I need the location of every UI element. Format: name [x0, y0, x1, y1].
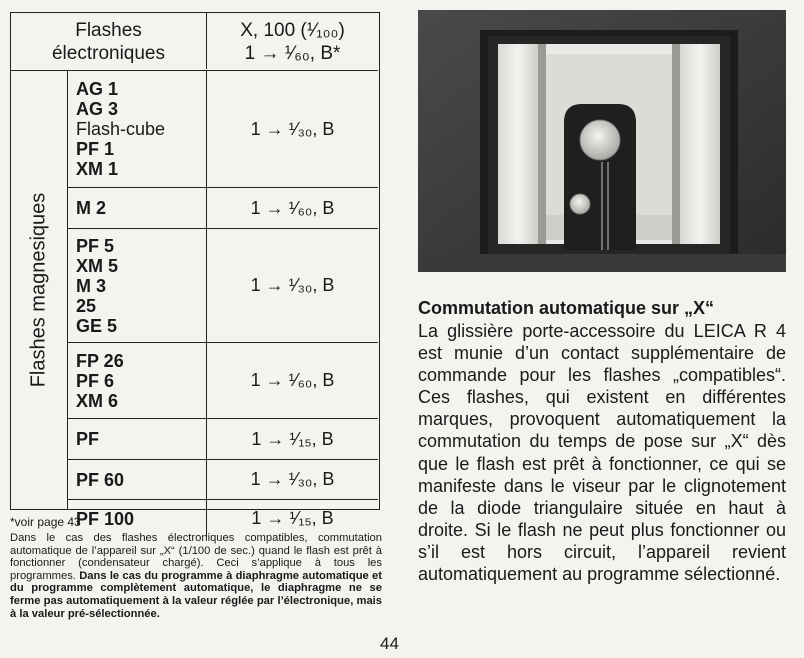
flash-model: M 3	[76, 275, 107, 296]
flash-model: PF 60	[76, 469, 125, 490]
footnote-text-normal: Dans le cas des flashes électroniques compatibles, commutation automatique de l’appareil sur „X“ (1/100 de sec.) quand le flash est prêt à fonctionner (condensateur chargé). Ceci s’applique à tous les programmes.	[10, 532, 382, 582]
side-label-cell	[11, 71, 68, 509]
flash-models-cell	[68, 71, 207, 187]
flash-model: Flash-cube	[76, 119, 166, 139]
shutter-speed-cell: 1 → ¹⁄₁₅, B	[251, 428, 334, 449]
shutter-speed-cell: 1 → ¹⁄₆₀, B	[250, 370, 335, 390]
header-col1-line2: électroniques	[51, 43, 166, 64]
flash-model: FP 26	[76, 350, 124, 371]
hot-shoe-illustration	[418, 10, 786, 272]
flash-models-cell	[68, 460, 207, 499]
flash-model: PF	[76, 429, 100, 449]
table-row	[68, 343, 378, 419]
shutter-speed-cell: 1 → ¹⁄₃₀, B	[250, 469, 335, 489]
flash-model: PF 1	[76, 139, 115, 159]
flash-models-cell	[68, 419, 207, 459]
table-header	[11, 13, 378, 71]
header-speed	[207, 13, 378, 69]
section-body: La glissière porte-accessoire du LEICA R 4 est munie d’un contact supplémentaire de commande pour les flashes „compatibles“. Ces flashes, qui existent en différentes marques, provoquent automatiquement la commutation du temps de pose sur „X“ dès que le flash est prêt à fonctionner, ce qui se manifeste dans le viseur par le clignotement de la diode triangulaire située en haut à droite. Si le flash ne peut plus fonctionner ou s’il est hors circuit, l’appareil revient automatiquement au programme sélectionné.	[418, 321, 786, 585]
page-number: 44	[380, 634, 399, 653]
side-label-magnesium-flashes: Flashes magnesiques	[27, 192, 50, 388]
flash-model: XM 1	[76, 159, 119, 179]
flash-model: PF 100	[76, 508, 135, 529]
flash-model: XM 5	[76, 255, 119, 276]
footnote-text	[10, 532, 382, 620]
shutter-speed-cell: 1 → ¹⁄₃₀, B	[250, 118, 335, 139]
shutter-speed-cell: 1 → ¹⁄₃₀, B	[250, 275, 335, 295]
section-title: Commutation automatique sur „X“	[418, 298, 715, 318]
flash-models-cell	[68, 343, 207, 418]
flash-model: XM 6	[76, 390, 119, 411]
shutter-speed-cell: 1 → ¹⁄₆₀, B	[250, 197, 335, 218]
table-body	[68, 71, 378, 529]
table-row	[68, 229, 378, 343]
header-col2-line1: X, 100 (¹⁄₁₀₀)	[240, 20, 345, 41]
table-row	[68, 71, 378, 188]
table-row	[68, 188, 378, 229]
table-row	[68, 419, 378, 460]
flash-model: 25	[76, 295, 97, 316]
flash-model: M 2	[76, 198, 107, 218]
flash-model: PF 6	[76, 370, 115, 391]
header-col2-line2: 1 → ¹⁄₆₀, B*	[244, 43, 341, 64]
header-col1-line1: Flashes	[75, 20, 142, 41]
hot-shoe-photo	[418, 10, 786, 272]
flash-models-cell	[68, 188, 207, 228]
footnote-text-bold: Dans le cas du programme à diaphragme automatique et du programme complètement automatique, le diaphragme ne se ferme pas automatiquement à la valeur réglée par l’électronique, mais à la valeur pré-sélectionnée.	[10, 569, 383, 620]
flash-model: AG 3	[76, 99, 119, 119]
table-row	[68, 460, 378, 500]
footnote-ref: *voir page 43	[10, 515, 81, 529]
flash-model: AG 1	[76, 79, 119, 99]
flash-model: PF 5	[76, 235, 115, 256]
flash-model: GE 5	[76, 315, 118, 336]
header-electronic-flashes	[11, 13, 207, 69]
flash-models-cell	[68, 229, 207, 342]
shutter-speed-cell: 1 → ¹⁄₁₅, B	[251, 508, 334, 528]
